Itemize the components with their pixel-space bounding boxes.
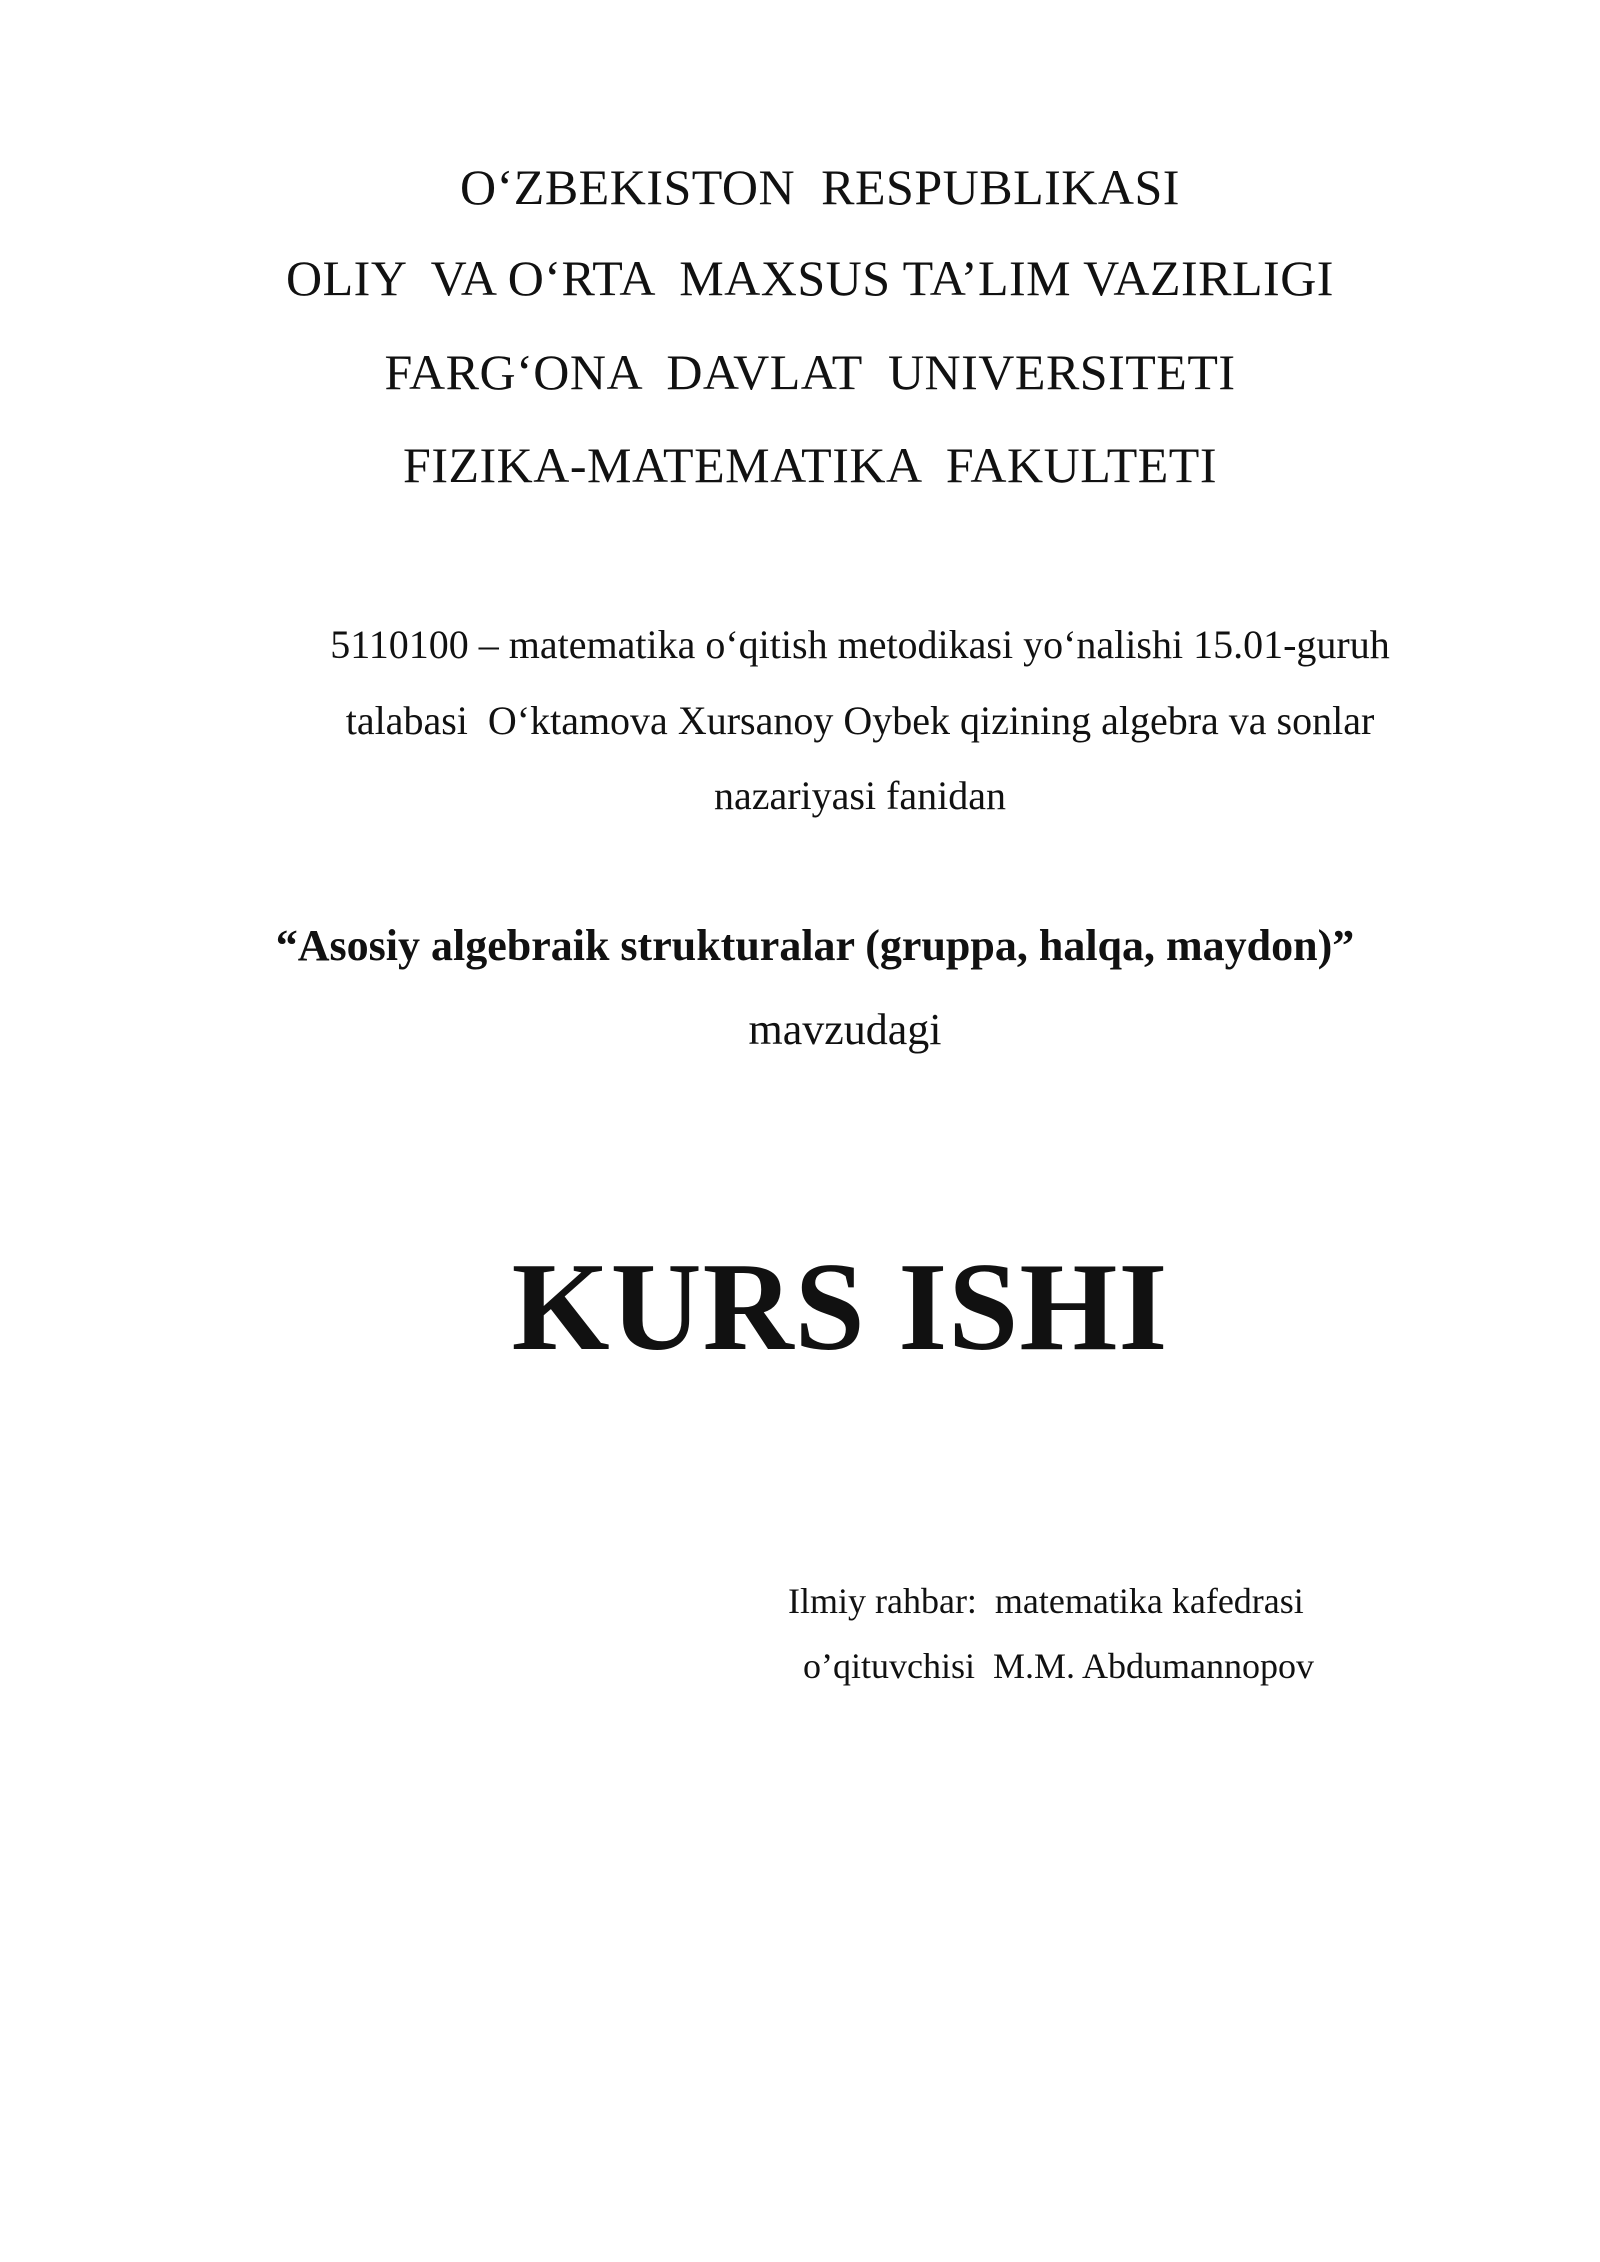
header-country: O‘ZBEKISTON RESPUBLIKASI xyxy=(460,159,1180,215)
supervisor-line-2: o’qituvchisi M.M. Abdumannopov xyxy=(803,1646,1314,1686)
description-line-2: talabasi O‘ktamova Xursanoy Oybek qizining algebra va sonlar xyxy=(345,698,1375,743)
header-faculty: FIZIKA-MATEMATIKA FAKULTETI xyxy=(403,437,1217,493)
description-line-1: 5110100 – matematika o‘qitish metodikasi yo‘nalishi 15.01-guruh xyxy=(330,622,1390,667)
description-line-3: nazariyasi fanidan xyxy=(713,773,1007,818)
topic-suffix: mavzudagi xyxy=(748,1005,942,1054)
header-ministry: OLIY VA O‘RTA MAXSUS TA’LIM VAZIRLIGI xyxy=(286,250,1334,306)
topic-title: “Asosiy algebraik strukturalar (gruppa, halqa, maydon)” xyxy=(275,921,1355,970)
document-title: KURS ISHI xyxy=(511,1238,1169,1377)
supervisor-line-1: Ilmiy rahbar: matematika kafedrasi xyxy=(788,1581,1304,1621)
header-university: FARG‘ONA DAVLAT UNIVERSITETI xyxy=(384,344,1236,400)
